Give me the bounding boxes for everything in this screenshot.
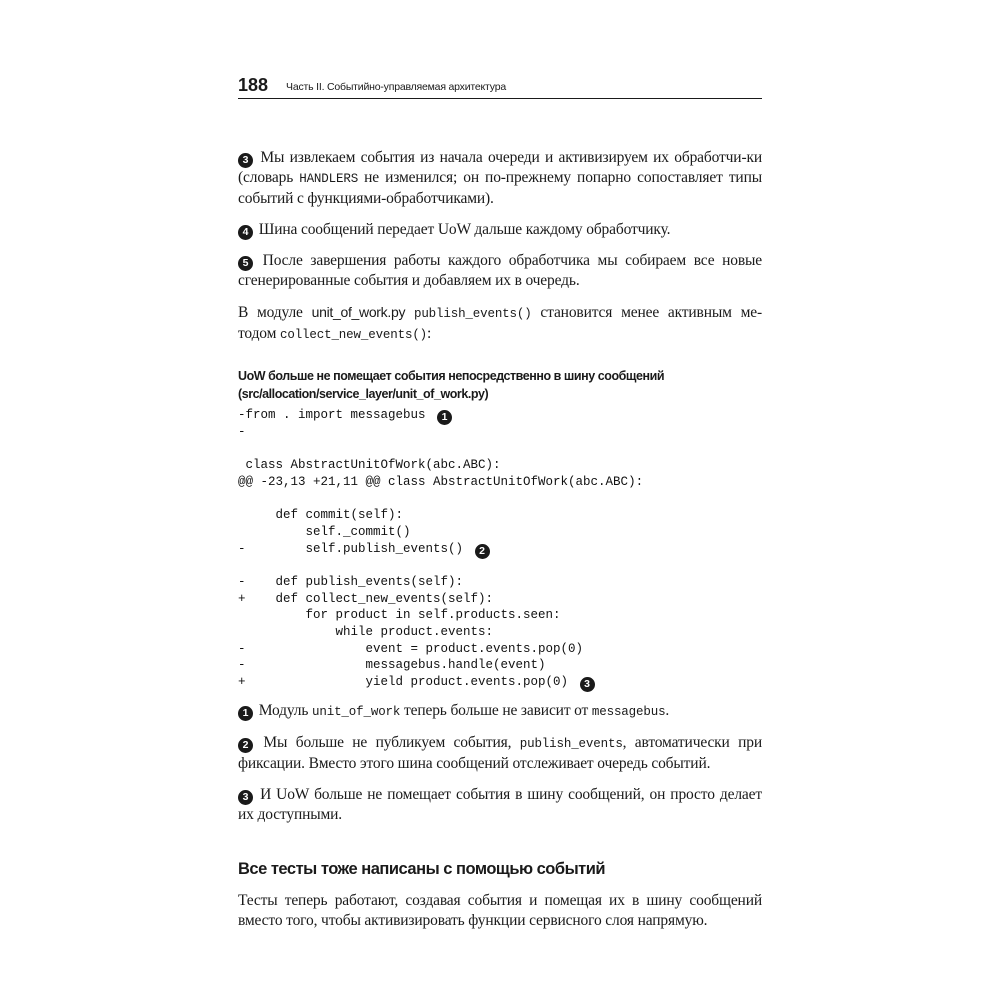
module-paragraph: В модуле unit_of_work.py publish_events() становится менее активным ме-тодом collect_new_events():	[238, 304, 762, 342]
section-paragraph: Тесты теперь работают, создавая события и помещая их в шину сообщений вместо того, чтобы активизировать функции сервисного слоя напрямую.	[238, 891, 762, 929]
note-1: 1 Модуль unit_of_work теперь больше не зависит от messagebus.	[238, 701, 762, 722]
code-line: def commit(self):	[238, 508, 404, 523]
code-line: -	[238, 424, 246, 439]
code-line	[238, 490, 762, 507]
inline-code: messagebus	[591, 704, 666, 719]
code-line: - self.publish_events() 2	[238, 541, 762, 558]
code-marker-1: 1	[437, 410, 452, 425]
section-heading: Все тесты тоже написаны с помощью событий	[238, 859, 606, 878]
inline-code: publish_events()	[413, 307, 532, 321]
code-line: for product in self.products.seen:	[238, 608, 561, 623]
code-caption: UoW больше не помещает события непосредственно в шину сообщений (src/allocation/service_layer/unit_of_work.py)	[238, 369, 665, 401]
code-line: self._commit()	[238, 524, 411, 539]
code-line: - event = product.events.pop(0)	[238, 641, 584, 656]
page-content	[238, 148, 762, 931]
code-line: class AbstractUnitOfWork(abc.ABC):	[238, 458, 501, 473]
note-3: 3 И UoW больше не помещает события в шину сообщений, он просто делает их доступными.	[238, 785, 762, 823]
code-line	[238, 557, 762, 574]
code-line: - messagebus.handle(event)	[238, 658, 546, 673]
callout-marker-3: 3	[238, 153, 253, 168]
inline-code: collect_new_events()	[280, 328, 428, 342]
code-line: + yield product.events.pop(0) 3	[238, 674, 762, 691]
code-line: - def publish_events(self):	[238, 574, 464, 589]
callout-paragraph-4: 4 Шина сообщений передает UoW дальше каждому обработчику.	[238, 220, 762, 240]
callout-paragraph-5: 5 После завершения работы каждого обработчика мы собираем все новые сгенерированные события и добавляем их в очередь.	[238, 252, 762, 289]
page-number: 188	[238, 75, 269, 95]
callout-marker-5: 5	[238, 256, 253, 271]
code-marker-2: 2	[475, 544, 490, 559]
note-2: 2 Мы больше не публикуем события, publish_events, автоматически при фиксации. Вместо этого шина сообщений отслеживает очередь событий.	[238, 733, 763, 772]
note-marker-3: 3	[238, 790, 253, 805]
code-line: while product.events:	[238, 624, 494, 639]
code-line	[238, 440, 762, 457]
inline-code: HANDLERS	[299, 172, 359, 186]
inline-code: publish_events	[519, 736, 623, 751]
inline-code: unit_of_work	[312, 704, 401, 719]
page-header	[238, 72, 762, 99]
callout-marker-4: 4	[238, 225, 253, 240]
code-line: @@ -23,13 +21,11 @@ class AbstractUnitOfWork(abc.ABC):	[238, 474, 644, 489]
note-marker-2: 2	[238, 738, 253, 753]
file-name: unit_of_work.py	[311, 304, 406, 320]
code-line: -from . import messagebus 1	[238, 407, 762, 424]
code-block	[238, 407, 762, 691]
code-line: + def collect_new_events(self):	[238, 591, 494, 606]
code-marker-3: 3	[580, 677, 595, 692]
callout-paragraph-3: 3 Мы извлекаем события из начала очереди и активизируем их обработчи-ки (словарь HANDLERS не изменился; он по-прежнему попарно сопоставляет типы событий с функциями-обработчиками).	[238, 149, 762, 207]
note-marker-1: 1	[238, 706, 253, 721]
running-head: Часть II. Событийно-управляемая архитектура	[286, 81, 506, 93]
